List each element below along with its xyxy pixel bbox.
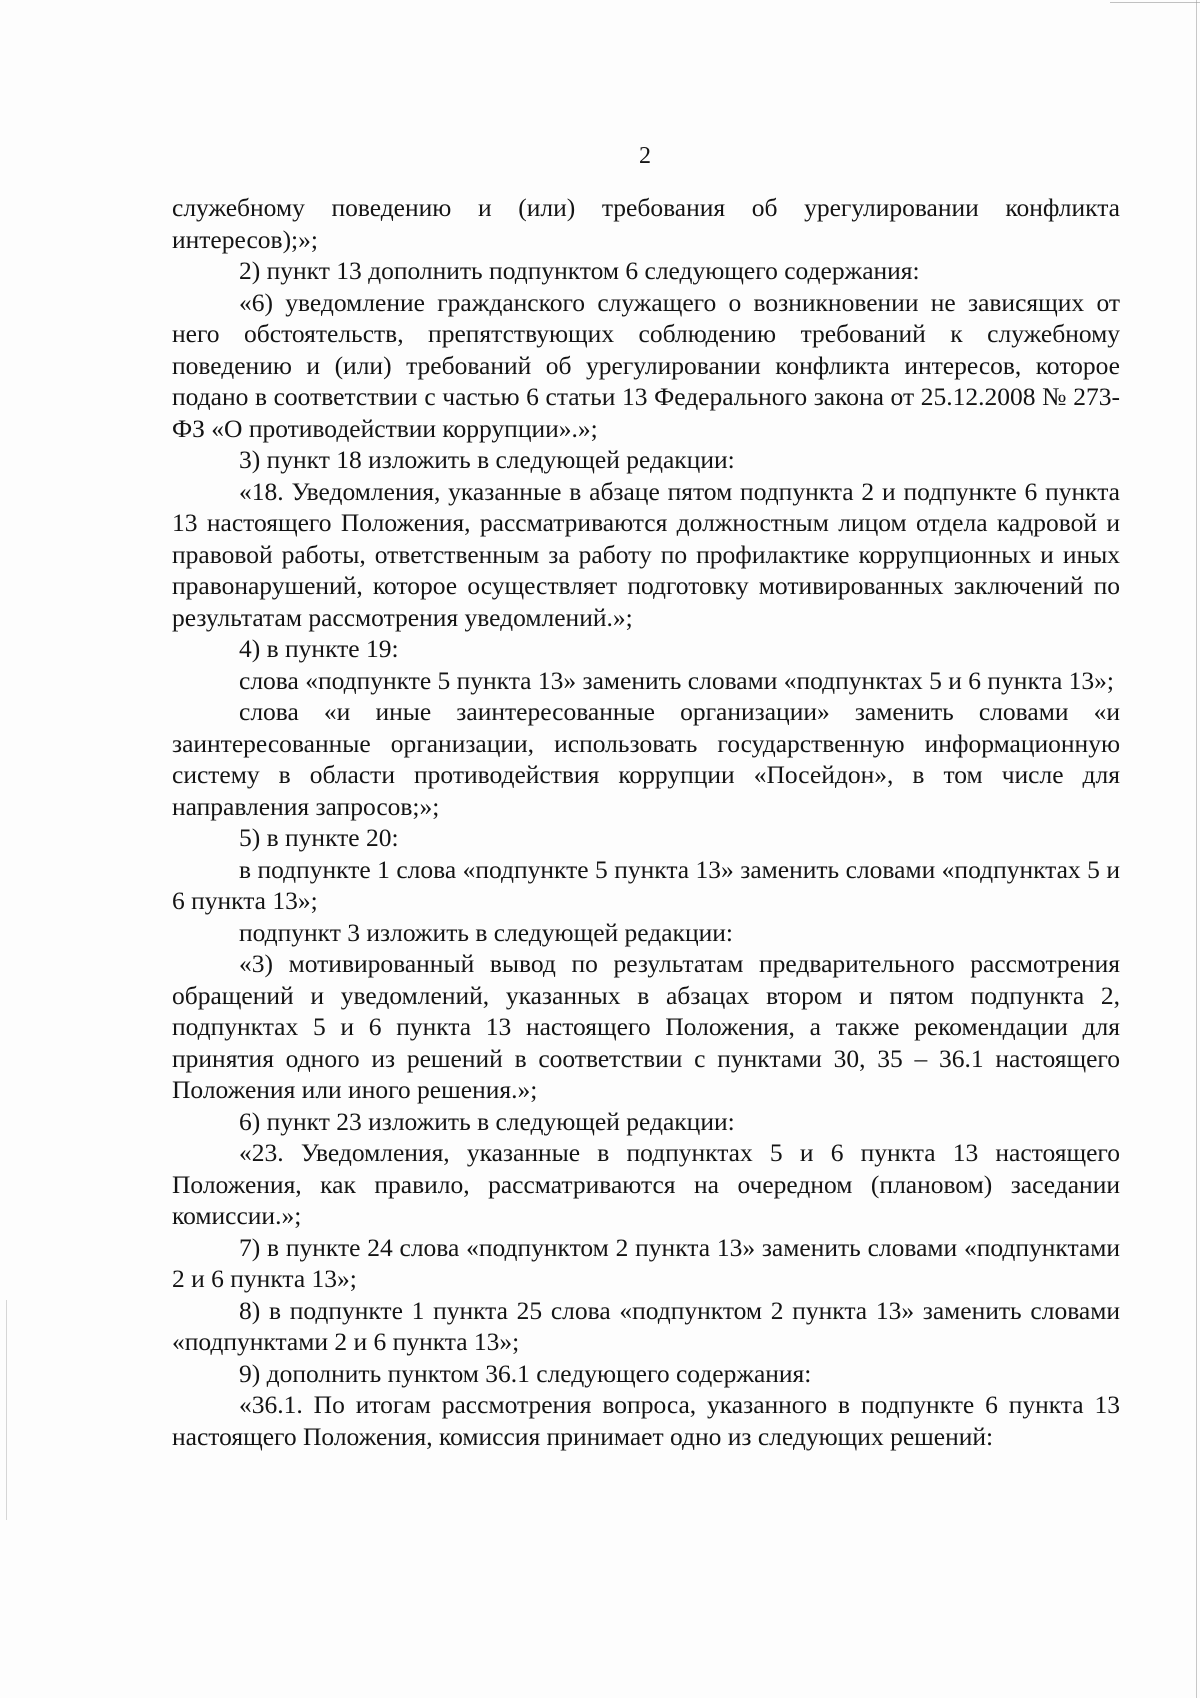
paragraph: слова «подпункте 5 пункта 13» заменить словами «подпунктах 5 и 6 пункта 13»; — [239, 665, 1114, 695]
paragraph: 3) пункт 18 изложить в следующей редакции: — [239, 445, 735, 474]
paragraph: «6) уведомление гражданского служащего о возникновении не зависящих от него обстоятельств, препятствующих соблюдению требований к служебному поведению и (или) требований об урегулировании конфликта интересов, которое подано в соответствии с частью 6 статьи 13 Федерального закона от 25.12.2008 № 273-ФЗ «О противодействии коррупции».»; — [172, 287, 1120, 443]
paragraph: слова «и иные заинтересованные организации» заменить словами «и заинтересованные организации, использовать государственную информационную систему в области противодействия коррупции «Посейдон», в том числе для направления запросов;»; — [172, 697, 1120, 821]
paragraph: 2) пункт 13 дополнить подпунктом 6 следующего содержания: — [239, 256, 920, 285]
paragraph: служебному поведению и (или) требования об урегулировании конфликта интересов);»; — [172, 193, 1120, 254]
paragraph: «3) мотивированный вывод по результатам предварительного рассмотрения обращений и уведомлений, указанных в абзацах втором и пятом подпункта 2, подпунктах 5 и 6 пункта 13 настоящего Положения, а также рекомендации для принятия одного из решений в соответствии с пунктами 30, 35 – 36.1 настоящего Положения или иного решения.»; — [172, 949, 1120, 1104]
document-body — [172, 192, 1120, 1452]
paragraph: «18. Уведомления, указанные в абзаце пятом подпункта 2 и подпункте 6 пункта 13 настоящего Положения, рассматриваются должностным лицом отдела кадровой и правовой работы, ответственным за работу по профилактике коррупционных и иных правонарушений, которое осуществляет подготовку мотивированных заключений по результатам рассмотрения уведомлений.»; — [172, 476, 1120, 632]
paragraph: подпункт 3 изложить в следующей редакции: — [239, 917, 733, 947]
page-number: 2 — [639, 143, 651, 169]
paragraph: 5) в пункте 20: — [239, 823, 399, 852]
paragraph: 9) дополнить пунктом 36.1 следующего содержания: — [239, 1358, 812, 1388]
paragraph: в подпункте 1 слова «подпункте 5 пункта 13» заменить словами «подпунктах 5 и 6 пункта 13»; — [172, 854, 1120, 915]
paragraph: 6) пункт 23 изложить в следующей редакции: — [239, 1106, 735, 1136]
scan-edge-top — [1110, 2, 1200, 3]
paragraph: «23. Уведомления, указанные в подпунктах 5 и 6 пункта 13 настоящего Положения, как правило, рассматриваются на очередном (плановом) заседании комиссии.»; — [172, 1138, 1120, 1230]
scan-edge-left — [6, 1300, 7, 1520]
scan-edge-right — [1196, 0, 1197, 1698]
paragraph: «36.1. По итогам рассмотрения вопроса, указанного в подпункте 6 пункта 13 настоящего Положения, комиссия принимает одно из следующих решений: — [172, 1390, 1120, 1451]
paragraph: 4) в пункте 19: — [239, 634, 399, 663]
paragraph: 7) в пункте 24 слова «подпунктом 2 пункта 13» заменить словами «подпунктами 2 и 6 пункта 13»; — [172, 1232, 1120, 1293]
paragraph: 8) в подпункте 1 пункта 25 слова «подпунктом 2 пункта 13» заменить словами «подпунктами 2 и 6 пункта 13»; — [172, 1295, 1120, 1356]
